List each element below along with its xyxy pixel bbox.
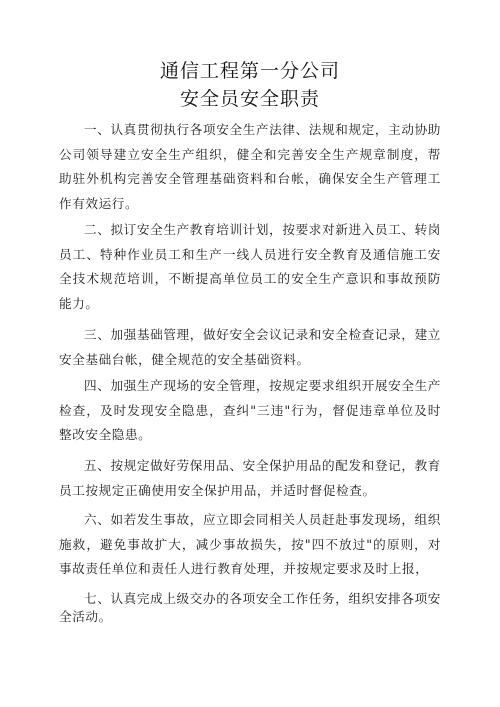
duty-paragraph-1: 一、认真贯彻执行各项安全生产法律、法规和规定，主动协助公司领导建立安全生产组织，健全和完善安全生产规章制度，帮助驻外机构完善安全管理基础资料和台帐，确保安全生产管理工作有效运行。: [59, 122, 441, 211]
duty-paragraph-7: 七、认真完成上级交办的各项安全工作任务，组织安排各项安全活动。: [59, 591, 441, 624]
company-title: 通信工程第一分公司: [159, 60, 340, 82]
duty-paragraph-4: 四、加强生产现场的安全管理，按规定要求组织开展安全生产检查，及时发现安全隐患，查纠"三违"行为，督促违章单位及时整改安全隐患。: [59, 378, 441, 442]
duty-paragraph-2: 二、拟订安全生产教育培训计划，按要求对新进入员工、转岗员工、特种作业员工和生产一线人员进行安全教育及通信施工安全技术规范培训，不断提高单位员工的安全生产意识和事故预防能力。: [59, 222, 441, 311]
duty-paragraph-6: 六、如若发生事故，应立即会同相关人员赶赴事发现场，组织施救，避免事故扩大，减少事故损失，按"四不放过"的原则，对事故责任单位和责任人进行教育处理，并按规定要求及时上报，: [59, 512, 441, 576]
duty-paragraph-3: 三、加强基础管理，做好安全会议记录和安全检查记录，建立安全基础台帐，健全规范的安全基础资料。: [59, 327, 441, 367]
document-title: 安全员安全职责: [179, 88, 320, 110]
duty-paragraph-5: 五、按规定做好劳保用品、安全保护用品的配发和登记，教育员工按规定正确使用安全保护用品，并适时督促检查。: [59, 458, 441, 498]
